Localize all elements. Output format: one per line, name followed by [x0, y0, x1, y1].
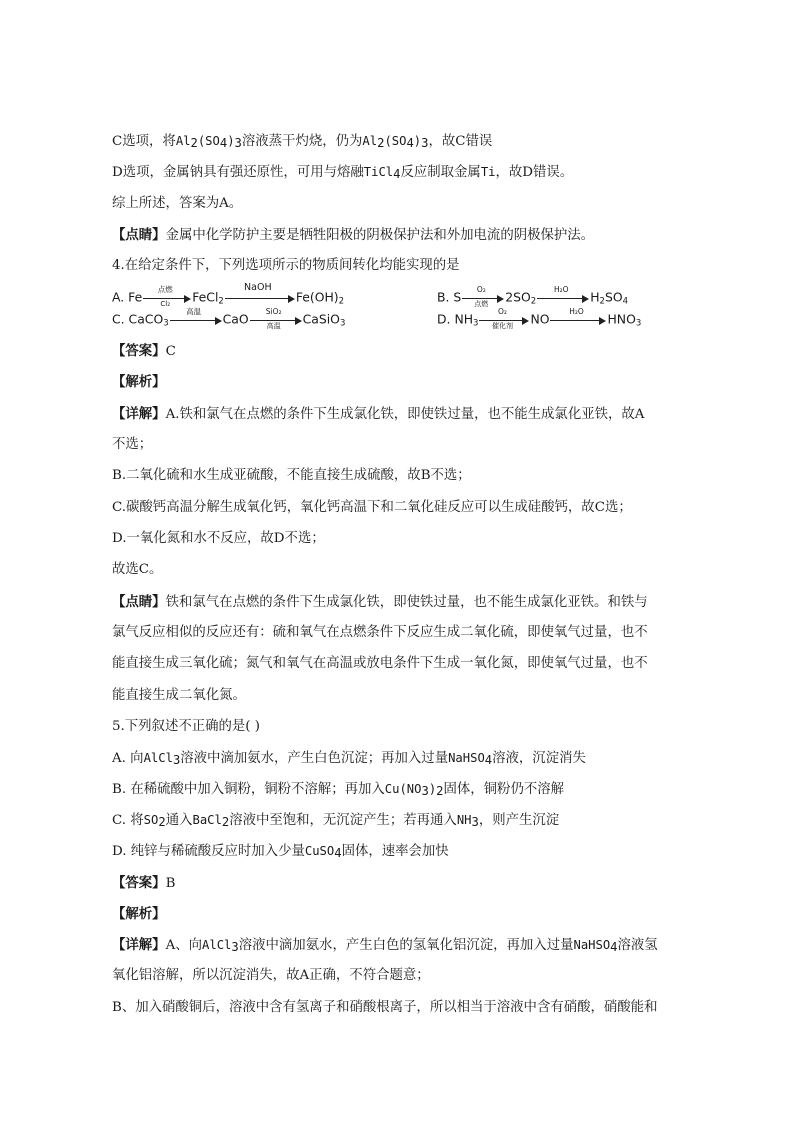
- q4-detail-line-b: B.二氧化硫和水生成亚硫酸，不能直接生成硫酸，故B不选；: [112, 468, 471, 483]
- tip-2-line-3: 能直接生成三氧化硫；氮气和氧气在高温或放电条件下生成一氧化氮，即使氧气过量，也不: [112, 656, 648, 671]
- q4-detail-line-c: C.碳酸钙高温分解生成氧化钙，氧化钙高温下和二氧化硅反应可以生成硅酸钙，故C选；: [112, 500, 632, 515]
- reaction-arrow: NaOH: [225, 287, 295, 309]
- reaction-arrow: O₂ 催化剂: [479, 309, 529, 331]
- question-4-answer: 【答案】C: [112, 343, 176, 359]
- reaction-arrow: SiO₂ 高温: [250, 309, 302, 331]
- question-5-answer: 【答案】B: [112, 875, 176, 891]
- tip-line-1: 【点睛】金属中化学防护主要是牺牲阳极的阴极保护法和外加电流的阴极保护法。: [112, 227, 595, 243]
- reaction-arrow: O₂ 点燃: [462, 287, 504, 309]
- question-4-analysis-heading: 【解析】: [112, 374, 166, 390]
- text-line-c-option: C选项，将$Al_2(SO_4)_3$溶液蒸干灼烧，仍为$Al_2(SO_4)_3$，故C错误: [112, 134, 493, 150]
- reaction-arrow: H₂O: [550, 309, 606, 331]
- tip-2-line-1: 【点睛】铁和氯气在点燃的条件下生成氯化铁，即使铁过量，也不能生成氯化亚铁。和铁与: [112, 594, 648, 610]
- option-a: A. Fe 点燃 Cl₂ FeCl$_2$ NaOH $Fe(OH)_2$: [112, 282, 345, 308]
- reaction-arrow: 高温: [170, 309, 222, 331]
- q5-option-d: D. 纯锌与稀硫酸反应时加入少量CuSO$_4$固体，速率会加快: [112, 844, 449, 860]
- reaction-arrow: H₂O: [537, 287, 589, 309]
- q5-option-c: C. 将$SO_2$通入BaCl$_2$溶液中至饱和，无沉淀产生；若再通入$NH_3$，则产生沉淀: [112, 813, 560, 829]
- q4-detail-line-d: D.一氧化氮和水不反应，故D不选；: [112, 531, 325, 546]
- q5-option-a: A. 向AlCl$_3$溶液中滴加氨水，产生白色沉淀；再加入过量NaHSO$_4$溶液，沉淀消失: [112, 751, 586, 767]
- question-5-stem: 5.下列叙述不正确的是( ): [112, 719, 260, 734]
- text-line-summary: 综上所述，答案为A。: [112, 196, 243, 211]
- option-b: B. S O₂ 点燃 $2SO_2$ H₂O $H_2SO_4$: [437, 285, 629, 308]
- q5-detail-line-2: 氧化铝溶解，所以沉淀消失，故A正确，不符合题意；: [112, 968, 430, 983]
- tip-2-line-2: 氯气反应相似的反应还有：硫和氧气在点燃条件下反应生成二氧化硫，即使氧气过量，也不: [112, 625, 648, 640]
- q5-detail-line-3: B、加入硝酸铜后，溶液中含有氢离子和硝酸根离子，所以相当于溶液中含有硝酸，硝酸能和: [112, 1000, 658, 1015]
- q5-detail-line-1: 【详解】A、向AlCl$_3$溶液中滴加氨水，产生白色的氢氧化铝沉淀，再加入过量NaHSO$_4$溶液氢: [112, 937, 658, 954]
- option-d: D. $NH_3$ O₂ 催化剂 NO H₂O $HNO_3$: [437, 307, 642, 330]
- question-4-stem: 4.在给定条件下，下列选项所示的物质间转化均能实现的是: [112, 258, 460, 273]
- q4-conclusion: 故选C。: [112, 562, 163, 577]
- q5-option-b: B. 在稀硫酸中加入铜粉，铜粉不溶解；再加入$Cu(NO_3)_2$固体，铜粉仍不溶解: [112, 782, 565, 798]
- text-line-d-option: D选项，金属钠具有强还原性，可用与熔融TiCl$_4$反应制取金属Ti，故D错误。: [112, 165, 574, 181]
- q4-detail-line-1: 【详解】A.铁和氯气在点燃的条件下生成氯化铁，即使铁过量，也不能生成氯化亚铁，故A: [112, 406, 645, 422]
- q4-detail-line-2: 不选；: [112, 437, 153, 452]
- reaction-arrow: 点燃 Cl₂: [143, 287, 191, 309]
- option-c: C. CaCO$_3$ 高温 CaO SiO₂ 高温 CaSiO$_3$: [112, 307, 346, 330]
- question-5-analysis-heading: 【解析】: [112, 906, 166, 922]
- tip-2-line-4: 能直接生成二氧化氮。: [112, 688, 246, 703]
